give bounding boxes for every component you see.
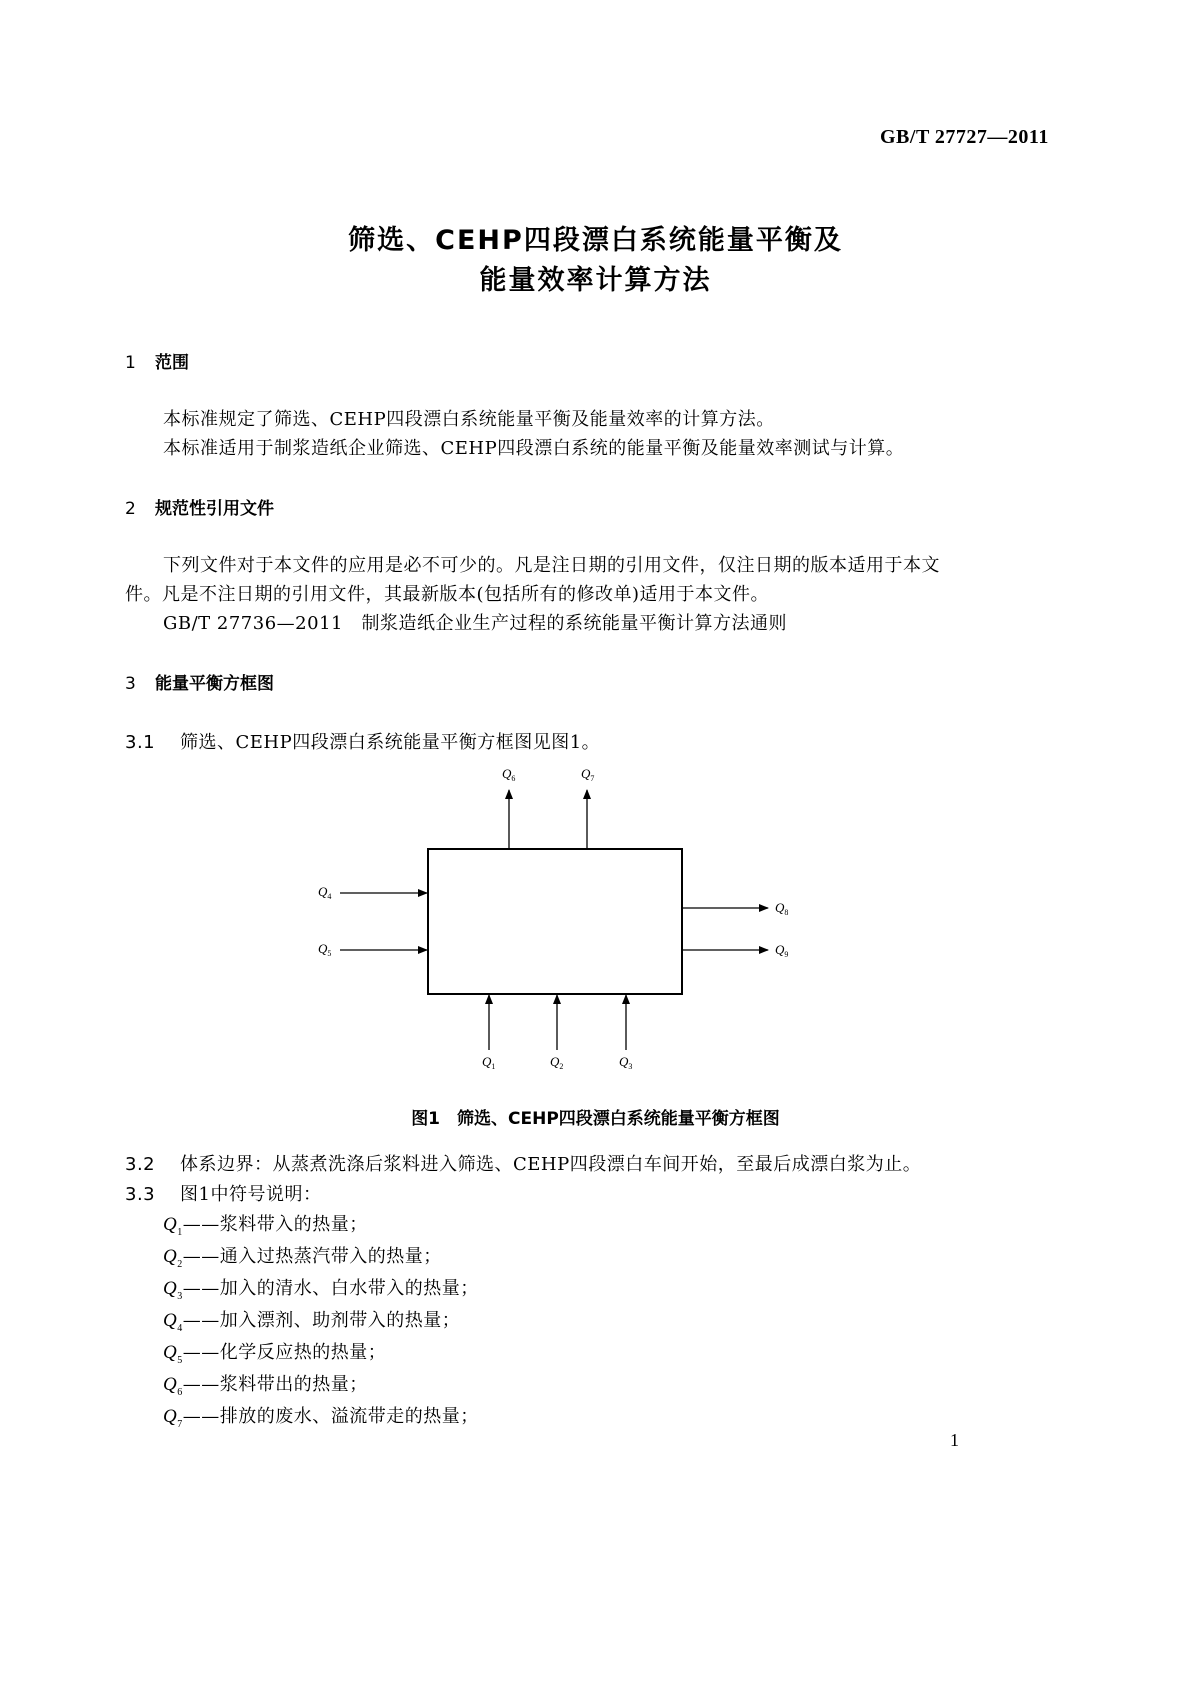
symbol-list-item bbox=[163, 1338, 386, 1366]
symbol-description: ——通入过热蒸汽带入的热量； bbox=[182, 1246, 442, 1267]
symbol-letter: Q bbox=[163, 1374, 178, 1395]
symbol-description: ——化学反应热的热量； bbox=[182, 1342, 387, 1363]
system-boundary-box bbox=[428, 849, 682, 994]
section-title: 规范性引用文件 bbox=[155, 499, 274, 519]
section-number: 1 bbox=[125, 353, 136, 373]
section-title: 范围 bbox=[155, 353, 189, 373]
symbol-list-item bbox=[163, 1274, 479, 1302]
symbol-description: ——加入的清水、白水带入的热量； bbox=[182, 1278, 479, 1299]
q6-label: $Q_6$ bbox=[502, 766, 516, 783]
symbol-description: ——浆料带出的热量； bbox=[182, 1374, 368, 1395]
symbol-list-item bbox=[163, 1370, 368, 1398]
symbol-list-item bbox=[163, 1402, 479, 1430]
subsection-number: 3.3 bbox=[125, 1184, 156, 1205]
symbol-subscript: 4 bbox=[177, 1322, 183, 1334]
symbol-list-item bbox=[163, 1210, 368, 1238]
symbol-description: ——加入漂剂、助剂带入的热量； bbox=[182, 1310, 461, 1331]
subsection-3-3 bbox=[125, 1180, 321, 1206]
symbol-letter: Q bbox=[163, 1246, 178, 1267]
subsection-3-2 bbox=[125, 1150, 921, 1176]
subsection-text: 体系边界：从蒸煮洗涤后浆料进入筛选、CEHP四段漂白车间开始，至最后成漂白浆为止。 bbox=[180, 1154, 922, 1175]
symbol-subscript: 6 bbox=[177, 1386, 183, 1398]
section-title: 能量平衡方框图 bbox=[155, 674, 274, 694]
section-1-paragraph-2: 本标准适用于制浆造纸企业筛选、CEHP四段漂白系统的能量平衡及能量效率测试与计算。 bbox=[163, 438, 905, 459]
q8-label: $Q_8$ bbox=[775, 900, 789, 917]
symbol-letter: Q bbox=[163, 1406, 178, 1427]
subsection-number: 3.2 bbox=[125, 1154, 156, 1175]
q5-label: $Q_5$ bbox=[318, 941, 332, 958]
q1-label: $Q_1$ bbox=[482, 1054, 496, 1071]
section-number: 3 bbox=[125, 674, 136, 694]
symbol-subscript: 2 bbox=[177, 1258, 183, 1270]
symbol-list-item bbox=[163, 1242, 442, 1270]
symbol-subscript: 7 bbox=[177, 1418, 183, 1430]
symbol-letter: Q bbox=[163, 1214, 178, 1235]
subsection-text: 图1中符号说明： bbox=[180, 1184, 322, 1205]
symbol-description: ——排放的废水、溢流带走的热量； bbox=[182, 1406, 479, 1427]
q7-label: $Q_7$ bbox=[581, 766, 595, 783]
q2-label: $Q_2$ bbox=[550, 1054, 564, 1071]
symbol-subscript: 5 bbox=[177, 1354, 183, 1366]
document-title-line2: 能量效率计算方法 bbox=[479, 265, 712, 296]
symbol-list-item bbox=[163, 1306, 460, 1334]
symbol-letter: Q bbox=[163, 1310, 178, 1331]
section-2-paragraph-line-1: 下列文件对于本文件的应用是必不可少的。凡是注日期的引用文件，仅注日期的版本适用于本文 bbox=[163, 555, 940, 576]
symbol-description: ——浆料带入的热量； bbox=[182, 1214, 368, 1235]
section-1-paragraph-1: 本标准规定了筛选、CEHP四段漂白系统能量平衡及能量效率的计算方法。 bbox=[163, 409, 775, 430]
q9-label: $Q_9$ bbox=[775, 942, 789, 959]
q4-label: $Q_4$ bbox=[318, 884, 332, 901]
figure-1-caption: 图1 筛选、CEHP四段漂白系统能量平衡方框图 bbox=[411, 1109, 780, 1129]
standard-number: GB/T 27727—2011 bbox=[880, 126, 1049, 148]
normative-reference: GB/T 27736—2011 制浆造纸企业生产过程的系统能量平衡计算方法通则 bbox=[163, 613, 787, 634]
symbol-subscript: 3 bbox=[177, 1290, 183, 1302]
symbol-letter: Q bbox=[163, 1278, 178, 1299]
subsection-number: 3.1 bbox=[125, 732, 156, 753]
symbol-subscript: 1 bbox=[177, 1226, 183, 1238]
document-title-line1: 筛选、CEHP四段漂白系统能量平衡及 bbox=[348, 225, 843, 256]
page-number: 1 bbox=[950, 1430, 959, 1450]
q3-label: $Q_3$ bbox=[619, 1054, 633, 1071]
section-2-paragraph-line-2: 件。凡是不注日期的引用文件，其最新版本(包括所有的修改单)适用于本文件。 bbox=[125, 584, 770, 605]
subsection-text: 筛选、CEHP四段漂白系统能量平衡方框图见图1。 bbox=[180, 732, 601, 753]
section-number: 2 bbox=[125, 499, 136, 519]
symbol-letter: Q bbox=[163, 1342, 178, 1363]
